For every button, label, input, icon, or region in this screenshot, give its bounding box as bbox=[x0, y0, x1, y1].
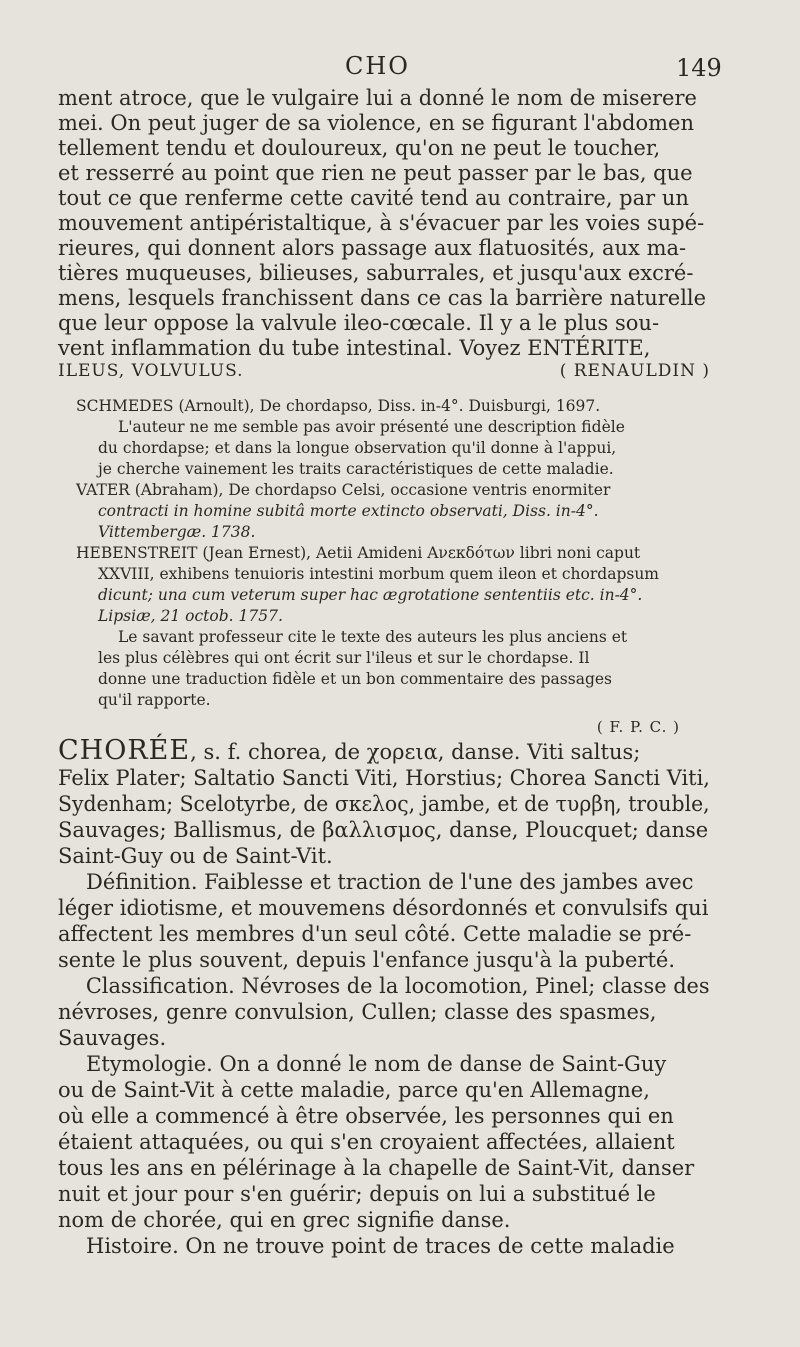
text-line: nuit et jour pour s'en guérir; depuis on lui a substitué le bbox=[58, 1182, 656, 1206]
text-line: névroses, genre convulsion, Cullen; classe des spasmes, bbox=[58, 1000, 657, 1024]
bibliography bbox=[58, 396, 710, 738]
text-line: que leur oppose la valvule ileo-cœcale. Il y a le plus sou- bbox=[58, 311, 660, 335]
bib-line: dicunt; una cum veterum super hac ægrotatione sententiis etc. in-4°. bbox=[98, 586, 643, 604]
text-line: ment atroce, que le vulgaire lui a donné le nom de miserere bbox=[58, 86, 697, 110]
text-line: Classification. Névroses de la locomotion, Pinel; classe des bbox=[85, 974, 710, 998]
bib-line: qu'il rapporte. bbox=[98, 691, 211, 709]
text-line: tellement tendu et douloureux, qu'on ne peut le toucher, bbox=[58, 136, 661, 160]
text-line: mei. On peut juger de sa violence, en se figurant l'abdomen bbox=[58, 111, 694, 135]
bib-line: je cherche vainement les traits caractéristiques de cette maladie. bbox=[98, 460, 614, 478]
author-signature: ( RENAULDIN ) bbox=[559, 361, 710, 381]
text-line: affectent les membres d'un seul côté. Cette maladie se pré- bbox=[58, 922, 692, 946]
bib-line: Lipsiæ, 21 octob. 1757. bbox=[98, 607, 283, 625]
bib-line: SCHMEDES (Arnoult), De chordapso, Diss. in-4°. Duisburgi, 1697. bbox=[76, 397, 601, 415]
text-line: rieures, qui donnent alors passage aux flatuosités, aux ma- bbox=[58, 236, 687, 260]
bib-line: les plus célèbres qui ont écrit sur l'ileus et sur le chordapse. Il bbox=[98, 649, 590, 667]
text-line: tous les ans en pélérinage à la chapelle de Saint-Vit, danser bbox=[58, 1156, 695, 1180]
text-line: Felix Plater; Saltatio Sancti Viti, Horstius; Chorea Sancti Viti, bbox=[58, 766, 710, 790]
bib-line: du chordapse; et dans la longue observation qu'il donne à l'appui, bbox=[98, 439, 617, 457]
text-line: et resserré au point que rien ne peut passer par le bas, que bbox=[58, 161, 693, 185]
bib-line: VATER (Abraham), De chordapso Celsi, occasione ventris enormiter bbox=[76, 481, 611, 499]
bib-line: Le savant professeur cite le texte des auteurs les plus anciens et bbox=[118, 628, 628, 646]
text-line: vent inflammation du tube intestinal. Voyez ENTÉRITE, bbox=[58, 336, 651, 360]
bib-line: contracti in homine subitâ morte extincto observati, Diss. in-4°. bbox=[98, 502, 599, 520]
page-header bbox=[0, 52, 800, 82]
bib-line: HEBENSTREIT (Jean Ernest), Aetii Amideni Ανεκδότων libri noni caput bbox=[76, 544, 641, 562]
text-line: Saint-Guy ou de Saint-Vit. bbox=[58, 844, 333, 868]
bib-entry-hebenstreit bbox=[58, 543, 710, 711]
text-line: Histoire. On ne trouve point de traces de cette maladie bbox=[86, 1234, 675, 1258]
text-line: tières muqueuses, bilieuses, saburrales, et jusqu'aux excré- bbox=[58, 261, 694, 285]
text-line: mens, lesquels franchissent dans ce cas la barrière naturelle bbox=[58, 286, 707, 310]
paragraph-miserere bbox=[58, 86, 710, 384]
page-number: 149 bbox=[676, 54, 722, 82]
text-line: mouvement antipéristaltique, à s'évacuer par les voies supé- bbox=[58, 211, 705, 235]
text-line: Définition. Faiblesse et traction de l'une des jambes avec bbox=[86, 870, 694, 894]
paragraph-choree bbox=[58, 735, 710, 1259]
running-head: CHO bbox=[345, 52, 410, 80]
text-line: sente le plus souvent, depuis l'enfance jusqu'à la puberté. bbox=[58, 948, 675, 972]
bib-entry-vater bbox=[58, 480, 710, 543]
text-line: tout ce que renferme cette cavité tend au contraire, par un bbox=[58, 186, 689, 210]
bib-line: Vittembergæ. 1738. bbox=[98, 523, 256, 541]
text-line: léger idiotisme, et mouvemens désordonnés et convulsifs qui bbox=[58, 896, 709, 920]
cross-reference: ILEUS, VOLVULUS. bbox=[58, 361, 244, 381]
text-line: Sauvages; Ballismus, de βαλλισμος, danse, Ploucquet; danse bbox=[58, 818, 709, 842]
text-line: , s. f. chorea, de χορεια, danse. Viti saltus; bbox=[190, 740, 641, 764]
text-line: Sauvages. bbox=[58, 1026, 167, 1050]
text-line: étaient attaquées, ou qui s'en croyaient affectées, allaient bbox=[58, 1130, 675, 1154]
entry-first-line bbox=[58, 735, 710, 766]
text-line: Sydenham; Scelotyrbe, de σκελος, jambe, et de τυρβη, trouble, bbox=[58, 792, 710, 816]
headword: CHORÉE bbox=[58, 735, 191, 766]
bib-line: XXVIII, exhibens tenuioris intestini morbum quem ileon et chordapsum bbox=[98, 565, 660, 583]
text-line: Etymologie. On a donné le nom de danse de Saint-Guy bbox=[86, 1052, 667, 1076]
bibliography-signature: ( F. P. C. ) bbox=[596, 718, 680, 736]
text-line: ou de Saint-Vit à cette maladie, parce qu'en Allemagne, bbox=[58, 1078, 650, 1102]
cross-reference-line bbox=[58, 359, 710, 384]
text-line: nom de chorée, qui en grec signifie danse. bbox=[58, 1208, 511, 1232]
text-line: où elle a commencé à être observée, les personnes qui en bbox=[58, 1104, 674, 1128]
bib-line: donne une traduction fidèle et un bon commentaire des passages bbox=[98, 670, 612, 688]
bib-entry-schmedes bbox=[58, 396, 710, 480]
bib-line: L'auteur ne me semble pas avoir présenté une description fidèle bbox=[118, 418, 625, 436]
